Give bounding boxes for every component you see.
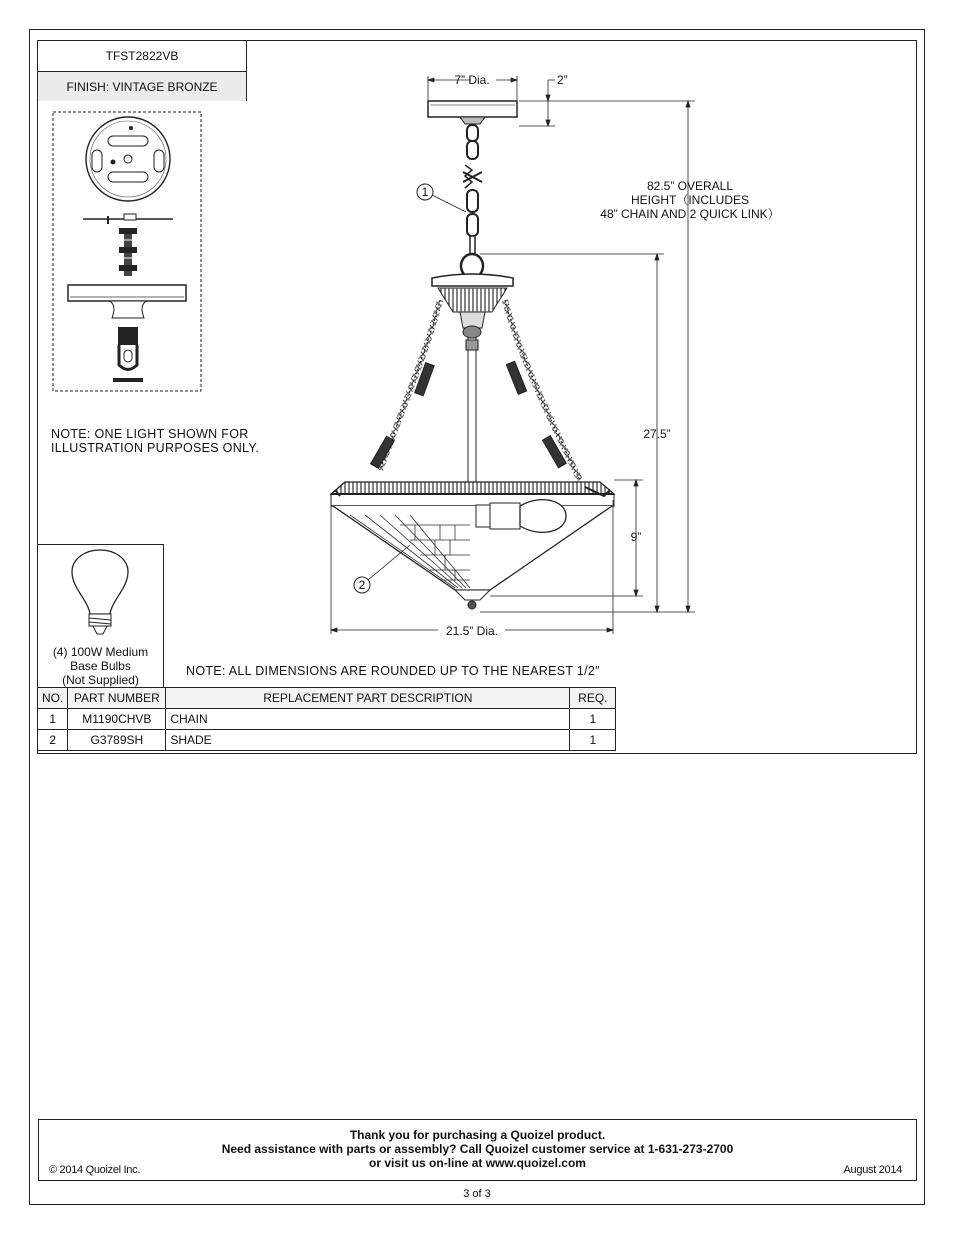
footer-thanks-line1: Thank you for purchasing a Quoizel product. [349,1128,606,1142]
crossbar-side-icon [83,214,173,224]
pendant-fixture [331,101,614,609]
parts-table [37,687,616,751]
bulb-line2: Base Bulbs [70,659,131,673]
canopy-icon [68,285,186,318]
header-req: REQ. [570,688,616,709]
model-number: TFST2822VB [105,49,179,63]
illustration-note-line1: NOTE: ONE LIGHT SHOWN FOR [51,427,249,441]
bulb-line3: (Not Supplied) [62,673,139,687]
bulb-text [37,645,164,687]
header-no: NO. [38,688,68,709]
row-description: SHADE [166,730,570,751]
overall-height-line1: 82.5” OVERALL [646,179,734,193]
row-part-number: M1190CHVB [68,709,166,730]
overall-height-line3: 48” CHAIN AND 2 QUICK LINK） [600,207,780,221]
mounting-hardware-group [53,112,201,391]
footer-thanks [39,1128,916,1170]
footer-date: August 2014 [843,1164,902,1176]
shade-diameter-label: 21.5” Dia. [445,624,499,638]
illustration-note-line2: ILLUSTRATION PURPOSES ONLY. [51,441,260,455]
crossbar-plate-icon [86,117,170,201]
parts-table-header [38,688,616,709]
rounding-note: NOTE: ALL DIMENSIONS ARE ROUNDED UP TO THE NEAREST 1/2″ [186,664,600,678]
shade-height-label: 9” [630,530,642,544]
callout-1-label: 1 [421,185,429,199]
row-no: 2 [38,730,68,751]
page-number: 3 of 3 [463,1188,491,1200]
row-no: 1 [38,709,68,730]
header-part-number: PART NUMBER [68,688,166,709]
canopy-diameter-label: 7” Dia. [454,73,490,87]
footer-copyright: © 2014 Quoizel Inc. [49,1164,141,1176]
fixture-height-label: 27.5” [643,427,671,441]
bulb-info-box [37,544,164,688]
row-description: CHAIN [166,709,570,730]
finish-label: FINISH: VINTAGE BRONZE [38,71,246,101]
threaded-rod-icon [119,228,137,276]
canopy-height-label: 2” [557,73,568,87]
callout-2-label: 2 [358,578,366,592]
row-part-number: G3789SH [68,730,166,751]
callout-2 [354,577,370,593]
footer-thanks-line3: or visit us on-line at www.quoizel.com [369,1156,586,1170]
row-req: 1 [570,709,616,730]
shackle-icon [113,327,143,382]
bulb-line1: (4) 100W Medium [52,645,149,659]
row-req: 1 [570,730,616,751]
illustration-note [51,427,259,455]
table-row [38,709,616,730]
overall-height-line2: HEIGHT（INCLUDES [630,193,750,207]
callout-1 [417,184,433,200]
header-description: REPLACEMENT PART DESCRIPTION [166,688,570,709]
footer-thanks-line2: Need assistance with parts or assembly? Call Quoizel customer service at 1-631-273-2700 [221,1142,734,1156]
footer-box [38,1119,917,1181]
table-row [38,730,616,751]
